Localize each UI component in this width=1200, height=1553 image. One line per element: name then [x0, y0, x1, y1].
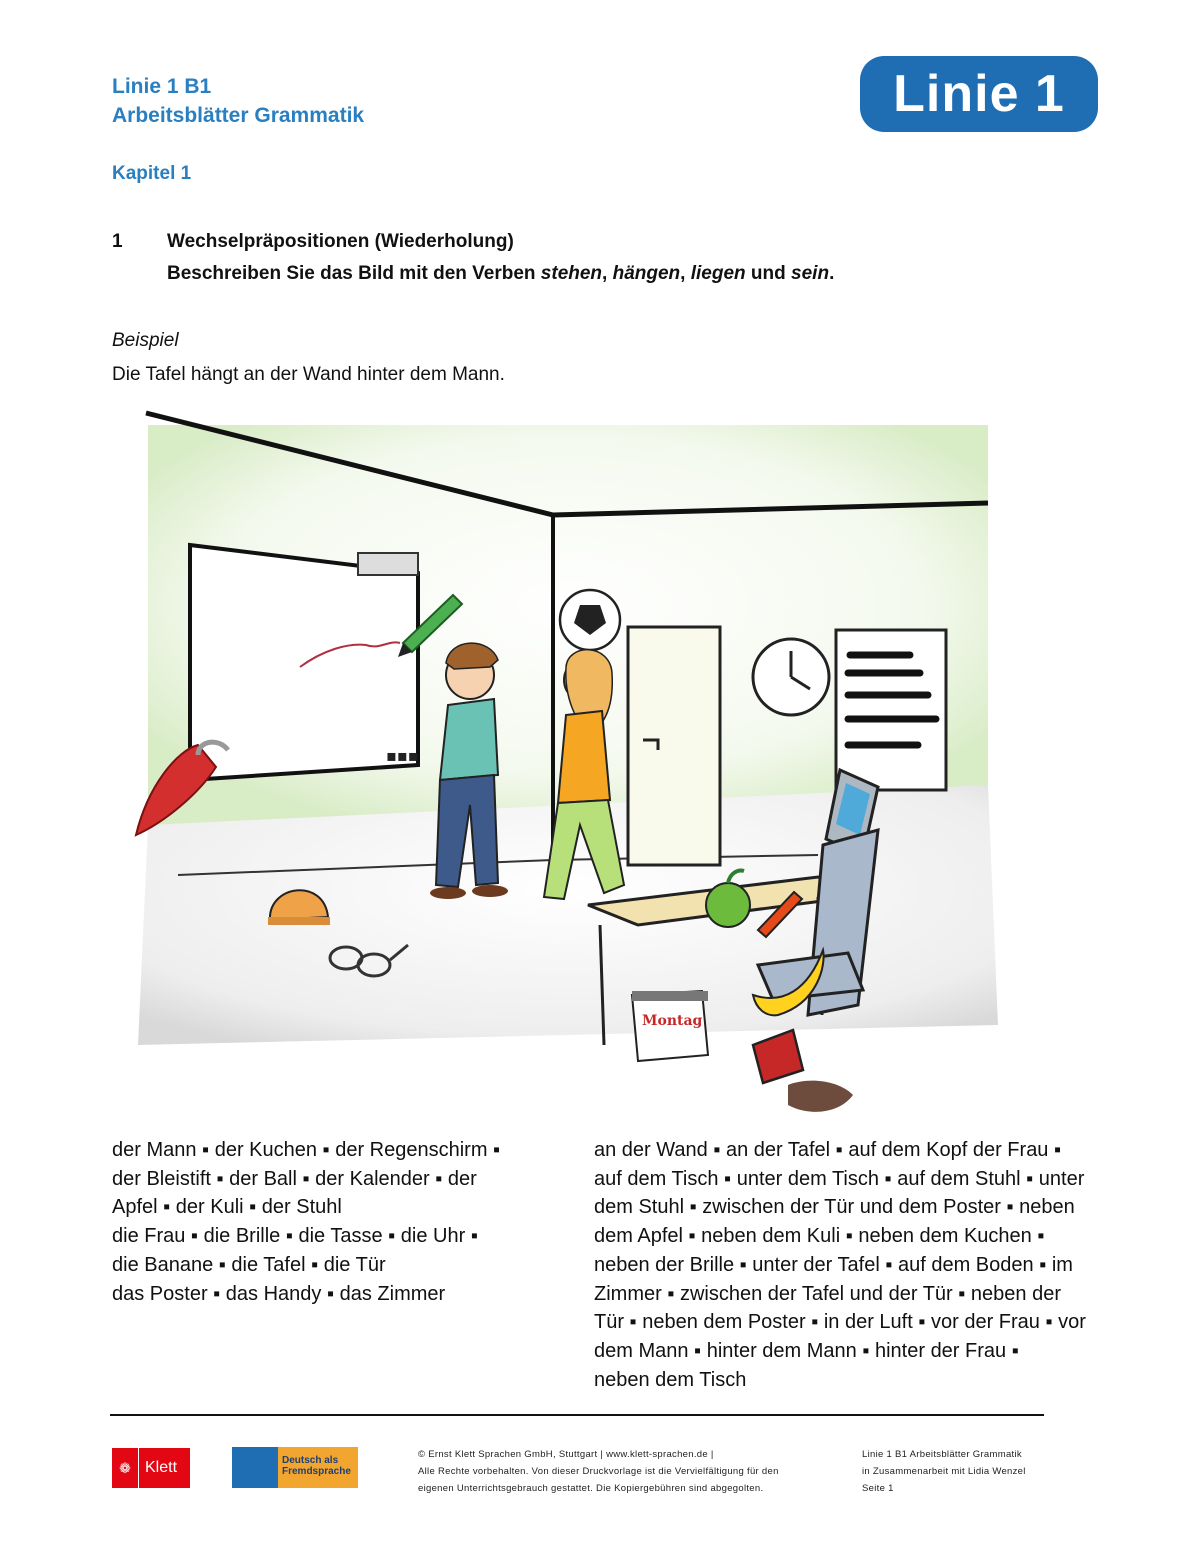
chapter-heading: Kapitel 1 [112, 163, 192, 184]
series-line-1: Linie 1 B1 [112, 75, 212, 98]
copyright-line: Alle Rechte vorbehalten. Von dieser Druckvorlage ist die Vervielfältigung für den [418, 1466, 779, 1477]
word-line: Tür ▪ neben dem Poster ▪ in der Luft ▪ vor der Frau ▪ vor [594, 1311, 1086, 1334]
exercise-number: 1 [112, 231, 123, 252]
cup [753, 1030, 853, 1112]
task-prefix: Beschreiben Sie das Bild mit den Verben [167, 263, 541, 284]
poster [836, 630, 946, 790]
word-line: das Poster ▪ das Handy ▪ das Zimmer [112, 1282, 446, 1305]
daf-line: Deutsch als [282, 1455, 339, 1466]
word-line: an der Wand ▪ an der Tafel ▪ auf dem Kopf der Frau ▪ [594, 1139, 1062, 1161]
copyright-line: eigenen Unterrichtsgebrauch gestattet. Die Kopiergebühren sind abgegolten. [418, 1483, 764, 1494]
calendar [632, 991, 708, 1061]
word-line: neben dem Tisch [594, 1368, 747, 1391]
word-line: neben der Brille ▪ unter der Tafel ▪ auf dem Boden ▪ im [594, 1253, 1073, 1276]
task-end: . [829, 263, 835, 284]
exercise-title: Wechselpräpositionen (Wiederholung) [167, 231, 514, 252]
ball [560, 590, 620, 650]
svg-text:▪▪▪: ▪▪▪ [386, 746, 419, 765]
page-number: Seite 1 [862, 1483, 894, 1494]
word-line: auf dem Tisch ▪ unter dem Tisch ▪ auf dem Stuhl ▪ unter [594, 1167, 1085, 1190]
page-info [862, 1446, 1062, 1497]
word-line: dem Stuhl ▪ zwischen der Tür und dem Poster ▪ neben [594, 1196, 1075, 1219]
word-line: dem Mann ▪ hinter dem Mann ▪ hinter der Frau ▪ [594, 1339, 1019, 1362]
verb-haengen: hängen [612, 263, 681, 284]
calendar-text: Montag [642, 1013, 703, 1029]
word-line: der Bleistift ▪ der Ball ▪ der Kalender ▪ der [112, 1167, 477, 1190]
door [628, 627, 720, 865]
daf-logo-block [232, 1447, 278, 1488]
word-line: die Banane ▪ die Tafel ▪ die Tür [112, 1253, 386, 1276]
clock [753, 639, 829, 715]
copyright-line: © Ernst Klett Sprachen GmbH, Stuttgart | www.klett-sprachen.de | [418, 1449, 714, 1460]
linie1-logo: Linie 1 [860, 56, 1098, 132]
page-info-line: Linie 1 B1 Arbeitsblätter Grammatik [862, 1449, 1022, 1460]
verb-stehen: stehen [540, 263, 603, 284]
footer-divider [110, 1414, 1044, 1416]
daf-logo-text [278, 1447, 358, 1488]
task-separator: , [602, 263, 613, 284]
verb-liegen: liegen [690, 263, 746, 284]
word-line: dem Apfel ▪ neben dem Kuli ▪ neben dem Kuchen ▪ [594, 1225, 1045, 1248]
task-conjunction: und [745, 263, 792, 284]
copyright-notice [418, 1446, 838, 1497]
klett-mark-icon: ❁ [112, 1448, 139, 1488]
series-title [112, 72, 364, 130]
word-line: der Mann ▪ der Kuchen ▪ der Regenschirm ▪ [112, 1139, 501, 1161]
word-line: die Frau ▪ die Brille ▪ die Tasse ▪ die Uhr ▪ [112, 1225, 478, 1248]
exercise-instruction [167, 263, 834, 285]
place-word-list [594, 1136, 1134, 1394]
klett-wordmark: Klett [145, 1459, 178, 1476]
daf-line: Fremdsprache [282, 1466, 351, 1477]
daf-logo [232, 1447, 358, 1488]
page-info-line: in Zusammenarbeit mit Lidia Wenzel [862, 1466, 1026, 1477]
series-line-2: Arbeitsblätter Grammatik [112, 104, 365, 127]
classroom-illustration [118, 405, 1018, 1130]
verb-sein: sein [791, 263, 830, 284]
klett-logo [112, 1448, 190, 1488]
noun-word-list [112, 1136, 542, 1308]
word-line: Apfel ▪ der Kuli ▪ der Stuhl [112, 1196, 342, 1219]
example-sentence: Die Tafel hängt an der Wand hinter dem Mann. [112, 364, 505, 385]
example-label: Beispiel [112, 330, 179, 351]
word-line: Zimmer ▪ zwischen der Tafel und der Tür ▪ neben der [594, 1282, 1061, 1305]
task-separator: , [680, 263, 691, 284]
